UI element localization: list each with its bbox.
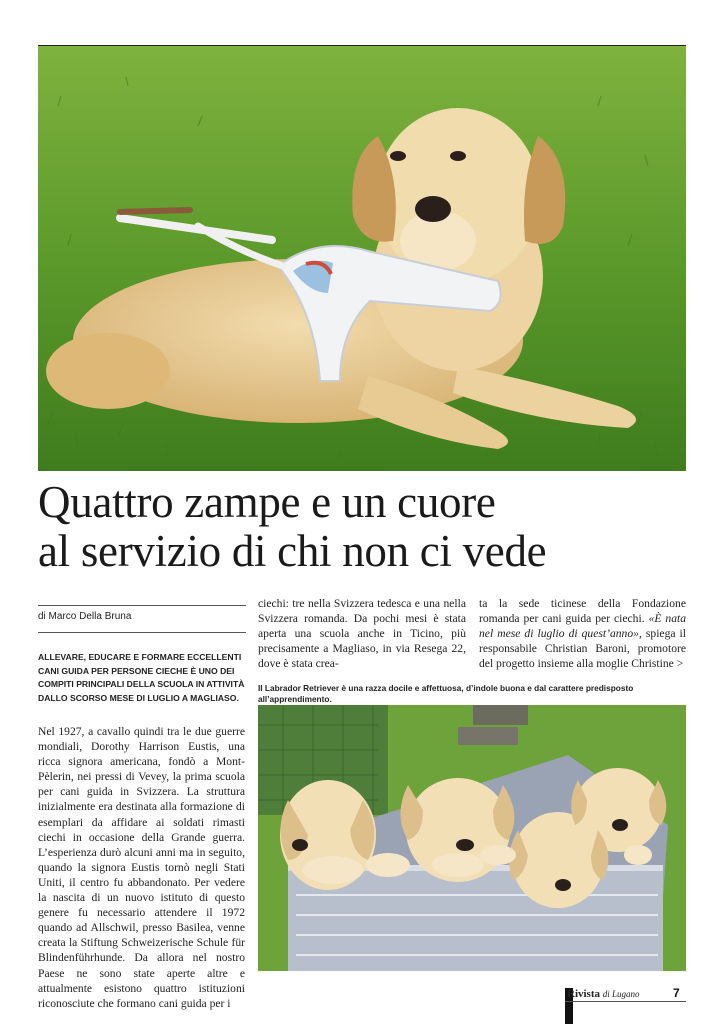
magazine-name: Rivista bbox=[567, 988, 600, 1000]
body-column-2: ciechi: tre nella Svizzera tedesca e una nella Svizzera romanda. Da pochi mesi è stata aperta una scuola anche in Ticino, più precisamente a Magliaso, in via Resega 22, dove è stata crea- bbox=[258, 597, 466, 671]
puppies-illustration bbox=[258, 705, 686, 971]
byline: di Marco Della Bruna bbox=[38, 611, 132, 622]
footer-rule bbox=[565, 1001, 686, 1002]
col3-text-a: ta la sede ticinese della Fondazione romanda per cani guida per ciechi. bbox=[479, 597, 686, 626]
body-column-1: Nel 1927, a cavallo quindi tra le due guerre mondiali, Dorothy Harrison Eustis, una ricca signora americana, fondò a Mont-Pèlerin, nei pressi di Vevey, la prima scuola per cani guida in Svizzera. La struttura inizialmente era destinata alla formazione di esemplari da affidare ai soldati rimasti ciechi in occasione della Grande guerra. L’esperienza durò alcuni anni ma in seguito, quando la signora Eustis tornò negli Stati Uniti, il centro fu abbandonato. Per vedere la nascita di un nuovo istituto di questo genere fu necessario attendere il 1972 quando ad Allschwil, presso Basilea, venne creata la Stiftung Schweizerische Schule für Blindenführhunde. Da allora nel nostro Paese ne sono state aperte altre e attualmente esistono quattro istituzioni riconosciute che formano cani guida per i bbox=[38, 725, 245, 1010]
col3-text-b: , spiega il responsabile Christian Baroni, promotore del progetto insieme alla moglie Christine > bbox=[479, 627, 686, 671]
col3-quote: «È nata nel mese di luglio di quest’anno» bbox=[479, 612, 687, 641]
photo-caption: Il Labrador Retriever è una razza docile e affettuosa, d’indole buona e dal carattere predisposto all’apprendimento. bbox=[258, 683, 634, 704]
byline-rule-top bbox=[38, 605, 246, 606]
headline-line-1: Quattro zampe e un cuore bbox=[38, 477, 496, 527]
hero-photo-guide-dog bbox=[38, 45, 686, 471]
headline-line-2: al servizio di chi non ci vede bbox=[38, 526, 547, 576]
magazine-suffix: di Lugano bbox=[602, 989, 640, 999]
page-number: 7 bbox=[673, 986, 680, 1000]
magazine-logo bbox=[565, 988, 640, 1000]
body-column-3 bbox=[479, 596, 686, 671]
puppies-photo bbox=[258, 705, 686, 971]
article-lead: ALLEVARE, EDUCARE E FORMARE ECCELLENTI CANI GUIDA PER PERSONE CIECHE È UNO DEI COMPITI PRINCIPALI DELLA SCUOLA IN ATTIVITÀ DALLO SCORSO MESE DI LUGLIO A MAGLIASO. bbox=[38, 652, 245, 704]
article-headline bbox=[38, 478, 698, 576]
guide-dog-illustration bbox=[38, 46, 686, 471]
byline-rule-bottom bbox=[38, 632, 246, 633]
